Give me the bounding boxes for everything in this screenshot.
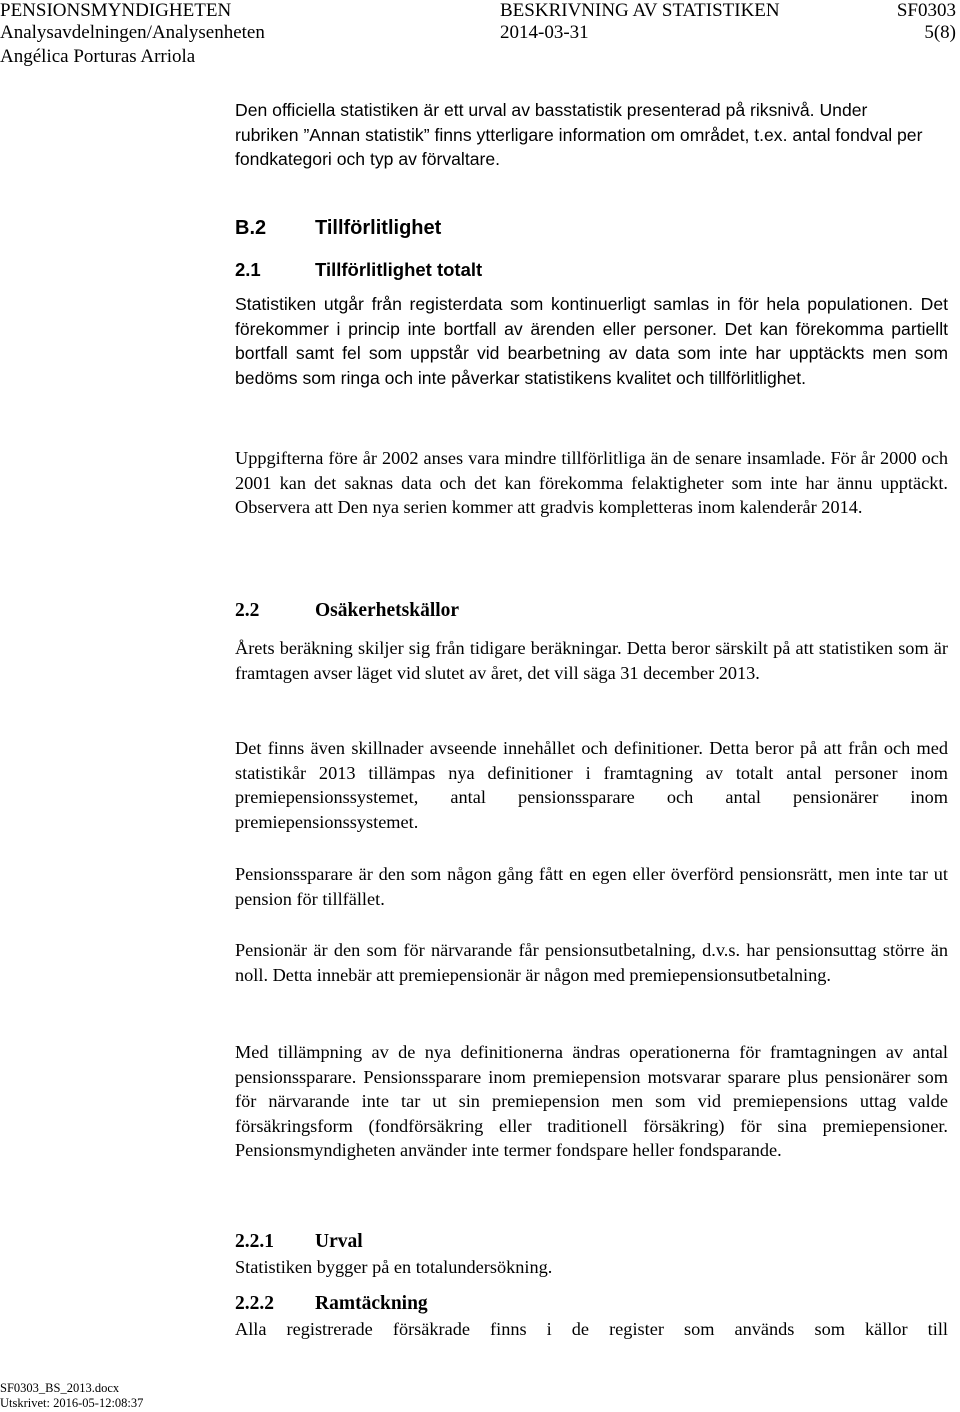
paragraph-2-2-b: Det finns även skillnader avseende innehållet och definitioner. Detta beror på att från och med statistikår 2013 tillämpas nya definitioner i framtagning av totalt antal personer inom premiepensionssystemet, antal pensionssparare och antal pensionärer inom premiepensionssystemet. bbox=[235, 738, 948, 832]
paragraph-2-1-a: Statistiken utgår från registerdata som kontinuerligt samlas in för hela populationen. Det förekommer i princip inte bortfall av ärenden eller personer. Det kan förekomma partiellt bortfall samt fel som uppstår vid bearbetning av data som inte har upptäckts men som bedöms som ringa och inte påverkar statistikens kvalitet och tillförlitlighet. bbox=[235, 294, 948, 388]
paragraph-2-2-c: Pensionssparare är den som någon gång fått en egen eller överförd pensionsrätt, men inte tar ut pension för tillfället. bbox=[235, 864, 948, 909]
heading-2-2-1-number: 2.2.1 bbox=[235, 1231, 274, 1252]
heading-2-2-2-number: 2.2.2 bbox=[235, 1293, 274, 1314]
heading-2-2-1-title: Urval bbox=[315, 1231, 363, 1252]
heading-2-2-number: 2.2 bbox=[235, 600, 260, 621]
paragraph-2-2-e: Med tillämpning av de nya definitionerna ändras operationerna för framtagningen av antal pensionssparare. Pensionssparare inom premiepension motsvarar sparare plus pensionärer som för närvarande inte tar ut sin premiepension men som vid premiepensions uttag valde försäkringsform (fondförsäkring eller traditionell försäkring) för sina premiepensioner. Pensionsmyndigheten använder inte termer fondspare heller fondsparande. bbox=[235, 1042, 948, 1161]
paragraph-2-1-b: Uppgifterna före år 2002 anses vara mindre tillförlitliga än de senare insamlade. För år 2000 och 2001 kan det saknas data och det kan förekomma felaktigheter som inte har ännu upptäckt. Observera att Den nya serien kommer att gradvis kompletteras inom kalenderår 2014. bbox=[235, 448, 948, 518]
header-department: Analysavdelningen/Analysenheten bbox=[0, 22, 265, 43]
page-header-row-1 bbox=[0, 0, 960, 22]
header-doc-code: SF0303 bbox=[896, 0, 956, 21]
heading-2-1 bbox=[235, 258, 483, 282]
paragraph-2-2-2: Alla registrerade försäkrade finns i de register som används som källor till bbox=[235, 1319, 948, 1339]
heading-2-2-2-title: Ramtäckning bbox=[315, 1293, 428, 1314]
page-header-row-2 bbox=[0, 22, 960, 44]
heading-2-1-title: Tillförlitlighet totalt bbox=[315, 259, 483, 280]
header-author: Angélica Porturas Arriola bbox=[0, 46, 196, 67]
header-agency: PENSIONSMYNDIGHETEN bbox=[0, 0, 232, 21]
header-page-number: 5(8) bbox=[924, 22, 956, 43]
paragraph-2-2-a: Årets beräkning skiljer sig från tidigare beräkningar. Detta beror särskilt på att statistiken som är framtagen avser läget vid slutet av året, det vill säga 31 december 2013. bbox=[235, 638, 948, 683]
heading-2-2-title: Osäkerhetskällor bbox=[315, 600, 460, 621]
header-doc-type: BESKRIVNING AV STATISTIKEN bbox=[500, 0, 780, 21]
paragraph-2-2-1: Statistiken bygger på en totalundersökning. bbox=[235, 1257, 553, 1277]
heading-b2 bbox=[235, 216, 442, 240]
header-date: 2014-03-31 bbox=[500, 22, 589, 43]
heading-b2-title: Tillförlitlighet bbox=[315, 217, 442, 239]
heading-2-2 bbox=[235, 599, 460, 623]
intro-paragraph: Den officiella statistiken är ett urval av basstatistik presenterad på riksnivå. Under rubriken ”Annan statistik” finns ytterligare information om området, t.ex. antal fondval per fondkategori och typ av förvaltare. bbox=[235, 100, 923, 170]
footer-printed-date: Utskrivet: 2016-05-12:08:37 bbox=[0, 1396, 144, 1410]
page-header-row-3 bbox=[0, 46, 960, 68]
footer-filename: SF0303_BS_2013.docx bbox=[0, 1381, 120, 1395]
heading-2-1-number: 2.1 bbox=[235, 259, 261, 280]
heading-2-2-2 bbox=[235, 1292, 428, 1316]
paragraph-2-2-d: Pensionär är den som för närvarande får pensionsutbetalning, d.v.s. har pensionsuttag större än noll. Detta innebär att premiepensionär är någon med premiepensionsutbetalning. bbox=[235, 940, 948, 985]
heading-b2-number: B.2 bbox=[235, 217, 267, 239]
heading-2-2-1 bbox=[235, 1230, 363, 1254]
